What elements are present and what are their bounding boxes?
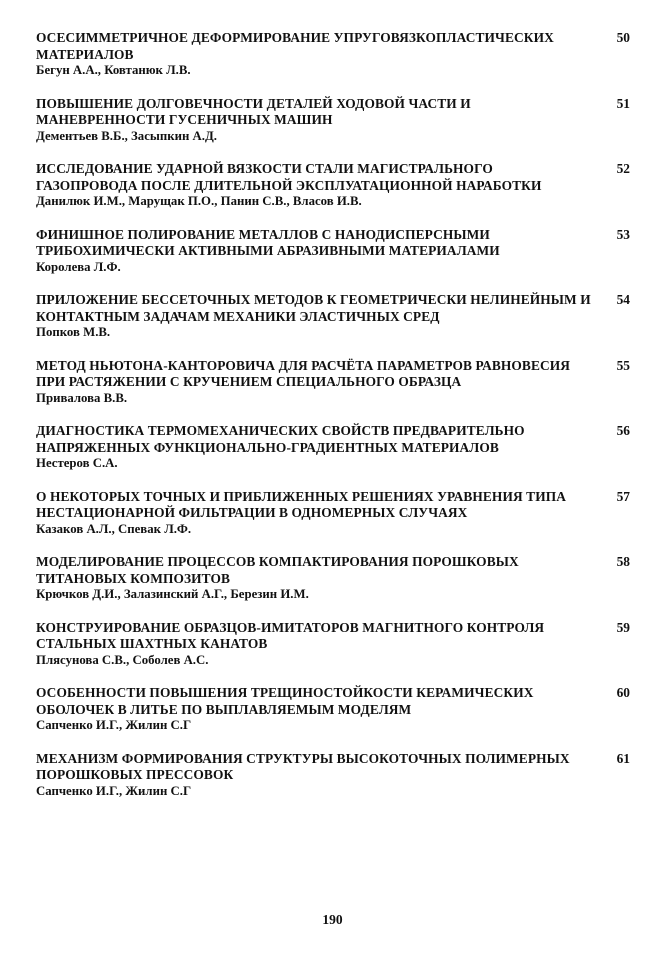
- toc-entry[interactable]: [36, 292, 636, 341]
- entry-page: 56: [616, 423, 630, 438]
- entry-title: ОСЕСИММЕТРИЧНОЕ ДЕФОРМИРОВАНИЕ УПРУГОВЯЗКОПЛАСТИЧЕСКИХ МАТЕРИАЛОВ: [36, 30, 554, 62]
- entry-authors: Данилюк И.М., Марущак П.О., Панин С.В., Власов И.В.: [36, 194, 362, 208]
- entry-authors: Бегун А.А., Ковтанюк Л.В.: [36, 63, 191, 77]
- entry-page: 52: [616, 161, 630, 176]
- entry-title: МЕТОД НЬЮТОНА-КАНТОРОВИЧА ДЛЯ РАСЧЁТА ПАРАМЕТРОВ РАВНОВЕСИЯ ПРИ РАСТЯЖЕНИИ С КРУЧЕНИЕМ СПЕЦИАЛЬНОГО ОБРАЗЦА: [36, 357, 571, 389]
- entry-page: 50: [616, 30, 630, 45]
- entry-title: МЕХАНИЗМ ФОРМИРОВАНИЯ СТРУКТУРЫ ВЫСОКОТОЧНЫХ ПОЛИМЕРНЫХ ПОРОШКОВЫХ ПРЕССОВОК: [36, 750, 570, 782]
- entry-page: 59: [616, 619, 630, 635]
- entry-authors: Нестеров С.А.: [36, 456, 118, 470]
- entry-title: МОДЕЛИРОВАНИЕ ПРОЦЕССОВ КОМПАКТИРОВАНИЯ ПОРОШКОВЫХ ТИТАНОВЫХ КОМПОЗИТОВ: [36, 554, 519, 586]
- entry-page: 61: [616, 750, 630, 766]
- toc-entry[interactable]: [36, 751, 636, 800]
- toc-entry[interactable]: [36, 96, 636, 145]
- entry-title: ОСОБЕННОСТИ ПОВЫШЕНИЯ ТРЕЩИНОСТОЙКОСТИ КЕРАМИЧЕСКИХ ОБОЛОЧЕК В ЛИТЬЕ ПО ВЫПЛАВЛЯЕМЫМ МОДЕЛЯМ: [36, 685, 534, 717]
- entry-title: ИССЛЕДОВАНИЕ УДАРНОЙ ВЯЗКОСТИ СТАЛИ МАГИСТРАЛЬНОГО ГАЗОПРОВОДА ПОСЛЕ ДЛИТЕЛЬНОЙ ЭКСПЛУАТАЦИОННОЙ НАРАБОТКИ: [36, 161, 542, 193]
- toc-entry[interactable]: [36, 227, 636, 276]
- entry-authors: Плясунова С.В., Соболев А.С.: [36, 652, 209, 667]
- toc-entry[interactable]: [36, 30, 636, 79]
- toc-entry[interactable]: [36, 620, 636, 669]
- toc-entry[interactable]: [36, 358, 636, 407]
- toc-entry[interactable]: [36, 161, 636, 210]
- toc-entry[interactable]: [36, 489, 636, 538]
- toc-entry[interactable]: [36, 685, 636, 734]
- entry-page: 58: [616, 554, 630, 569]
- toc-entry[interactable]: [36, 554, 636, 603]
- entry-page: 55: [616, 357, 630, 373]
- page-number: 190: [322, 912, 343, 927]
- entry-page: 57: [616, 488, 630, 504]
- entry-title: ФИНИШНОЕ ПОЛИРОВАНИЕ МЕТАЛЛОВ С НАНОДИСПЕРСНЫМИ ТРИБОХИМИЧЕСКИ АКТИВНЫМИ АБРАЗИВНЫМИ МАТЕРИАЛАМИ: [36, 226, 500, 258]
- entry-authors: Дементьев В.Б., Засыпкин А.Д.: [36, 128, 218, 143]
- entry-title: ПРИЛОЖЕНИЕ БЕССЕТОЧНЫХ МЕТОДОВ К ГЕОМЕТРИЧЕСКИ НЕЛИНЕЙНЫМ И КОНТАКТНЫМ ЗАДАЧАМ МЕХАНИКИ ЭЛАСТИЧНЫХ СРЕД: [36, 292, 591, 324]
- entry-page: 53: [616, 226, 630, 242]
- entry-authors: Привалова В.В.: [36, 390, 128, 405]
- toc-entry[interactable]: [36, 423, 636, 472]
- table-of-contents: [36, 30, 636, 816]
- entry-page: 51: [616, 95, 630, 111]
- entry-authors: Крючков Д.И., Залазинский А.Г., Березин И.М.: [36, 587, 309, 601]
- entry-authors: Королева Л.Ф.: [36, 259, 121, 274]
- entry-title: ДИАГНОСТИКА ТЕРМОМЕХАНИЧЕСКИХ СВОЙСТВ ПРЕДВАРИТЕЛЬНО НАПРЯЖЕННЫХ ФУНКЦИОНАЛЬНО-ГРАДИЕНТНЫХ МАТЕРИАЛОВ: [36, 423, 525, 455]
- entry-page: 60: [616, 685, 630, 700]
- entry-authors: Казаков А.Л., Спевак Л.Ф.: [36, 521, 192, 536]
- entry-authors: Попков М.В.: [36, 325, 111, 339]
- entry-authors: Сапченко И.Г., Жилин С.Г: [36, 718, 192, 732]
- entry-title: О НЕКОТОРЫХ ТОЧНЫХ И ПРИБЛИЖЕННЫХ РЕШЕНИЯХ УРАВНЕНИЯ ТИПА НЕСТАЦИОНАРНОЙ ФИЛЬТРАЦИИ В ОДНОМЕРНЫХ СЛУЧАЯХ: [36, 488, 567, 520]
- entry-page: 54: [616, 292, 630, 307]
- entry-title: ПОВЫШЕНИЕ ДОЛГОВЕЧНОСТИ ДЕТАЛЕЙ ХОДОВОЙ ЧАСТИ И МАНЕВРЕННОСТИ ГУСЕНИЧНЫХ МАШИН: [36, 95, 471, 127]
- entry-title: КОНСТРУИРОВАНИЕ ОБРАЗЦОВ-ИМИТАТОРОВ МАГНИТНОГО КОНТРОЛЯ СТАЛЬНЫХ ШАХТНЫХ КАНАТОВ: [36, 619, 545, 651]
- entry-authors: Сапченко И.Г., Жилин С.Г: [36, 783, 192, 798]
